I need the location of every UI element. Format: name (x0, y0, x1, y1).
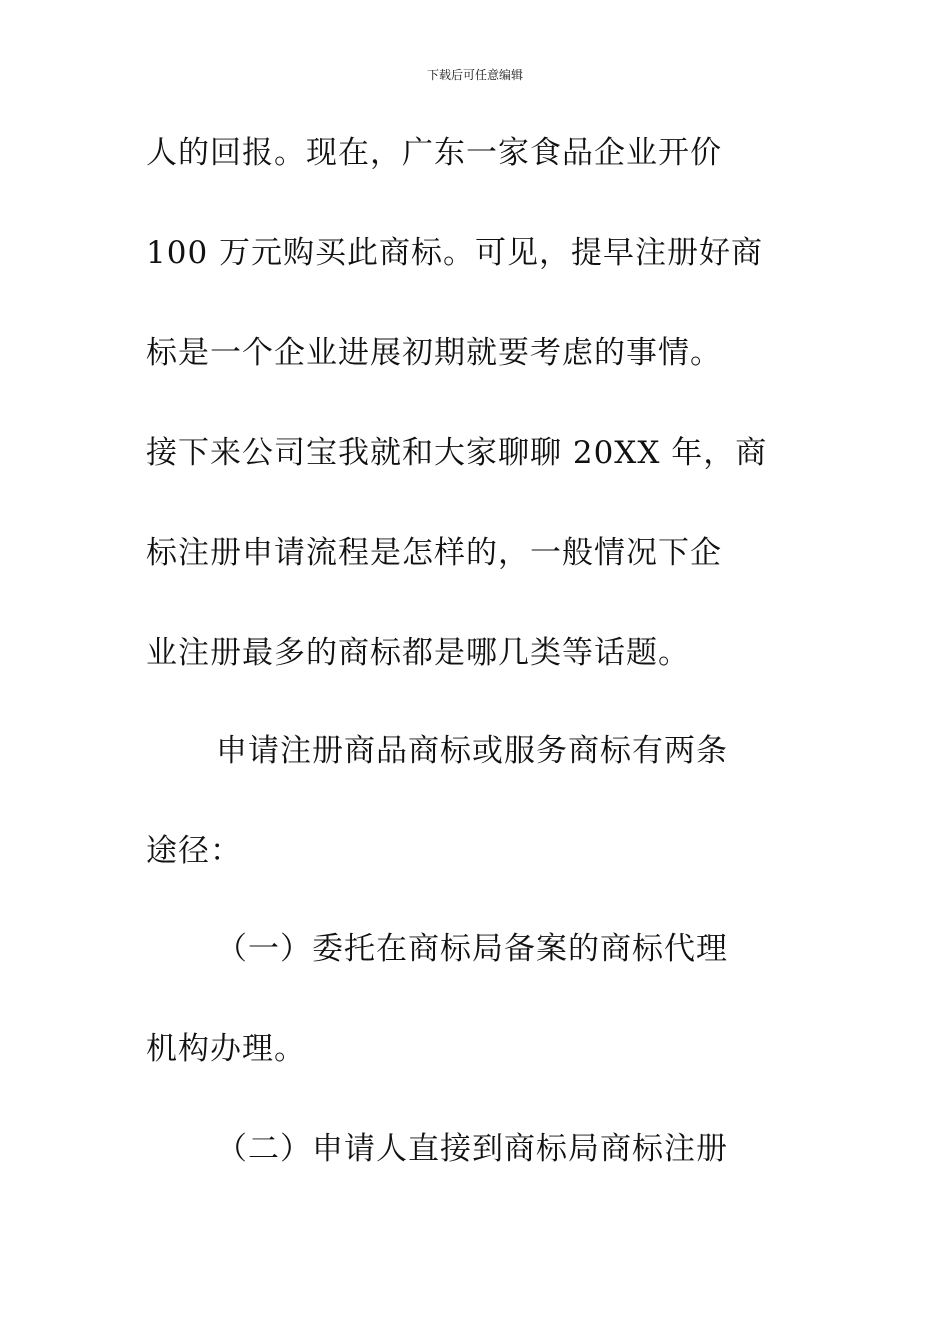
body-line-8: 途径： (146, 833, 242, 869)
body-line-6: 业注册最多的商标都是哪几类等话题。 (146, 635, 690, 671)
body-line-1: 人的回报。现在，广东一家食品企业开价 (146, 135, 722, 171)
list-item-2: （二）申请人直接到商标局商标注册 (216, 1131, 728, 1167)
body-line-10: 机构办理。 (146, 1031, 306, 1067)
body-line-2: 100 万元购买此商标。可见，提早注册好商 (146, 235, 764, 271)
list-item-1: （一）委托在商标局备案的商标代理 (216, 931, 728, 967)
body-line-3: 标是一个企业进展初期就要考虑的事情。 (146, 335, 722, 371)
paragraph-line-7: 申请注册商品商标或服务商标有两条 (216, 733, 728, 769)
body-line-4: 接下来公司宝我就和大家聊聊 20XX 年，商 (146, 435, 768, 471)
body-line-5: 标注册申请流程是怎样的，一般情况下企 (146, 535, 722, 571)
header-note: 下载后可任意编辑 (426, 68, 523, 82)
